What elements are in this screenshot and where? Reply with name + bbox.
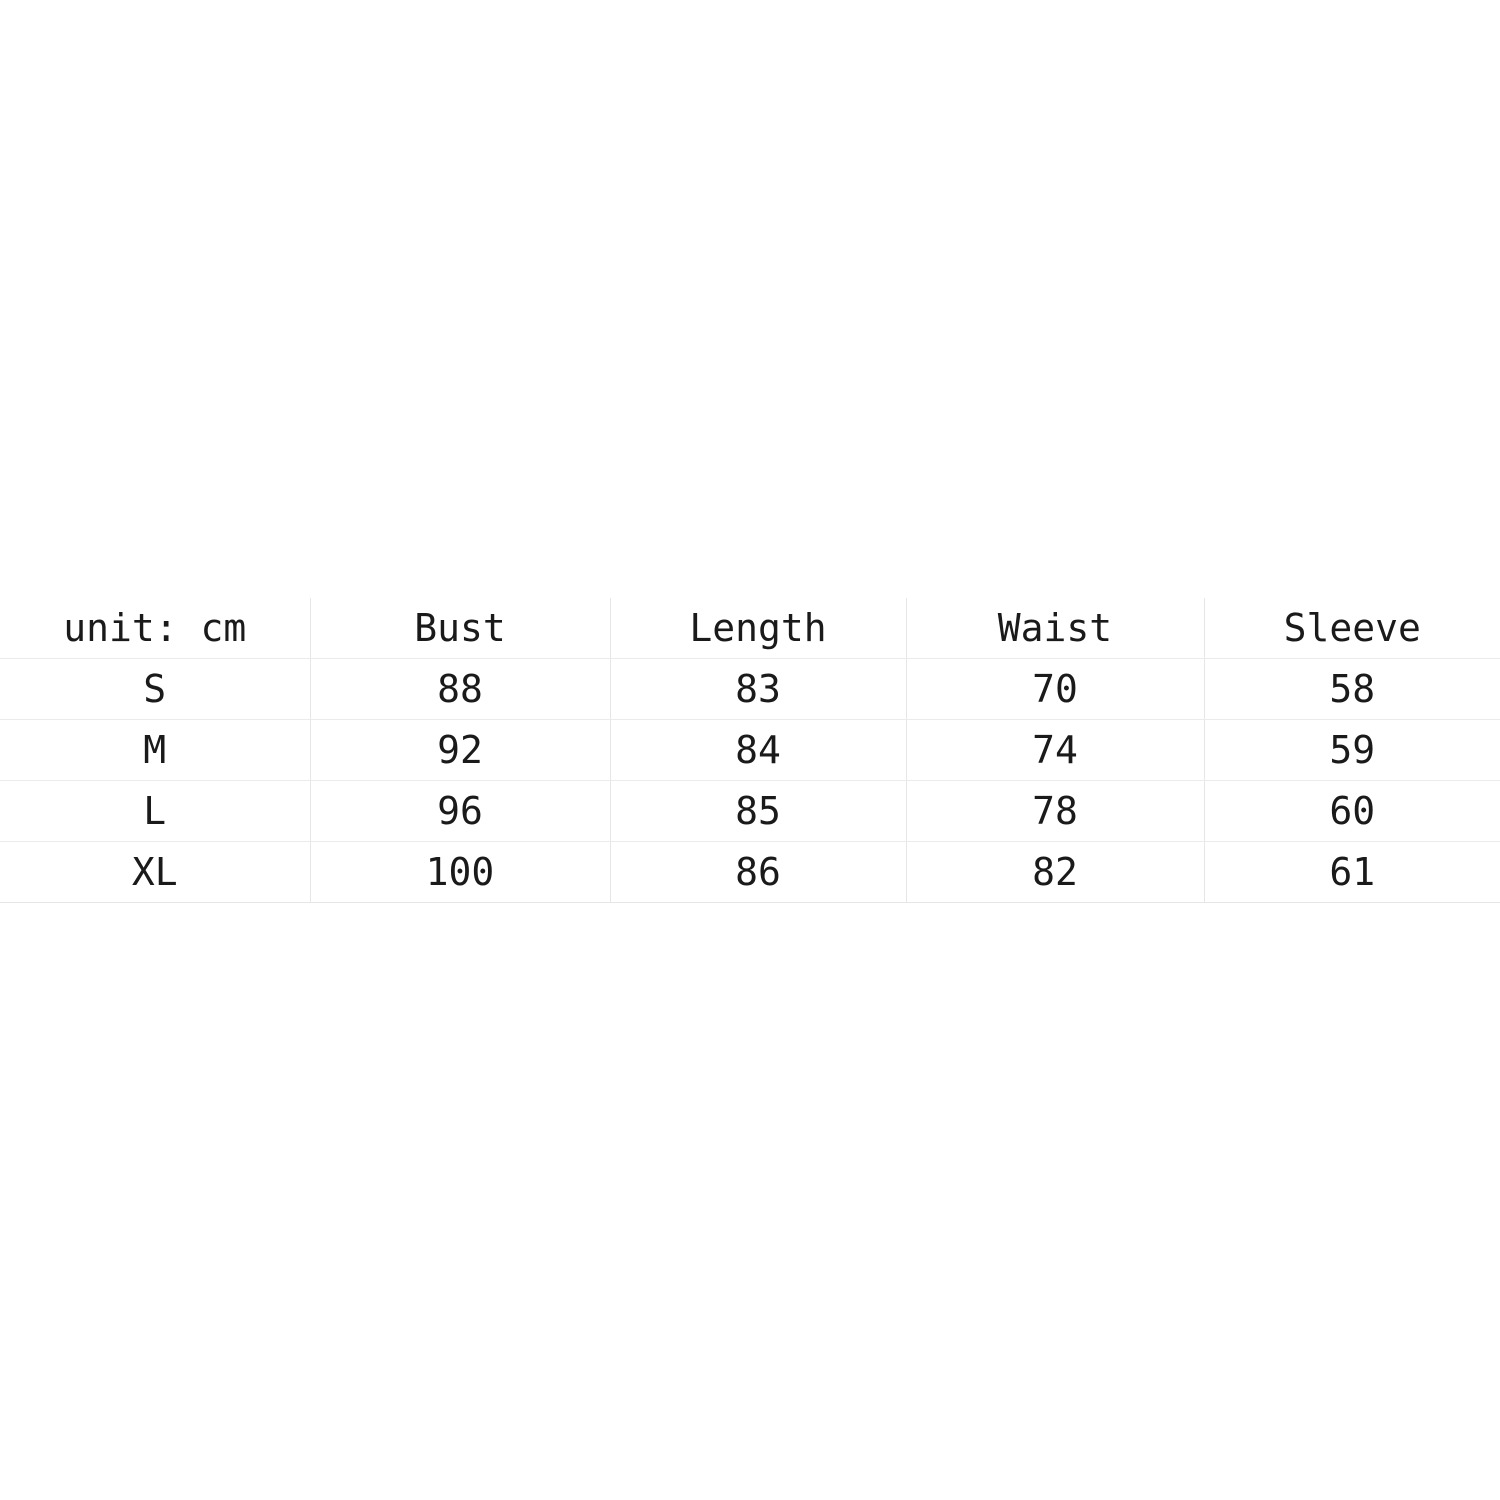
cell-length: 86 bbox=[610, 842, 906, 903]
table-row bbox=[0, 781, 1500, 842]
cell-waist: 70 bbox=[906, 659, 1204, 720]
size-chart-container bbox=[0, 598, 1500, 903]
cell-sleeve: 61 bbox=[1204, 842, 1500, 903]
cell-size: XL bbox=[0, 842, 310, 903]
size-chart-table bbox=[0, 598, 1500, 903]
cell-size: M bbox=[0, 720, 310, 781]
cell-length: 84 bbox=[610, 720, 906, 781]
cell-length: 83 bbox=[610, 659, 906, 720]
cell-sleeve: 59 bbox=[1204, 720, 1500, 781]
table-body bbox=[0, 659, 1500, 903]
column-header-sleeve: Sleeve bbox=[1204, 598, 1500, 659]
column-header-length: Length bbox=[610, 598, 906, 659]
table-row bbox=[0, 720, 1500, 781]
cell-bust: 92 bbox=[310, 720, 610, 781]
cell-sleeve: 58 bbox=[1204, 659, 1500, 720]
cell-bust: 100 bbox=[310, 842, 610, 903]
column-header-bust: Bust bbox=[310, 598, 610, 659]
cell-waist: 74 bbox=[906, 720, 1204, 781]
cell-size: L bbox=[0, 781, 310, 842]
table-header bbox=[0, 598, 1500, 659]
cell-sleeve: 60 bbox=[1204, 781, 1500, 842]
cell-length: 85 bbox=[610, 781, 906, 842]
cell-bust: 96 bbox=[310, 781, 610, 842]
cell-waist: 78 bbox=[906, 781, 1204, 842]
table-row bbox=[0, 842, 1500, 903]
column-header-unit: unit: cm bbox=[0, 598, 310, 659]
cell-bust: 88 bbox=[310, 659, 610, 720]
table-header-row bbox=[0, 598, 1500, 659]
column-header-waist: Waist bbox=[906, 598, 1204, 659]
table-row bbox=[0, 659, 1500, 720]
cell-waist: 82 bbox=[906, 842, 1204, 903]
cell-size: S bbox=[0, 659, 310, 720]
